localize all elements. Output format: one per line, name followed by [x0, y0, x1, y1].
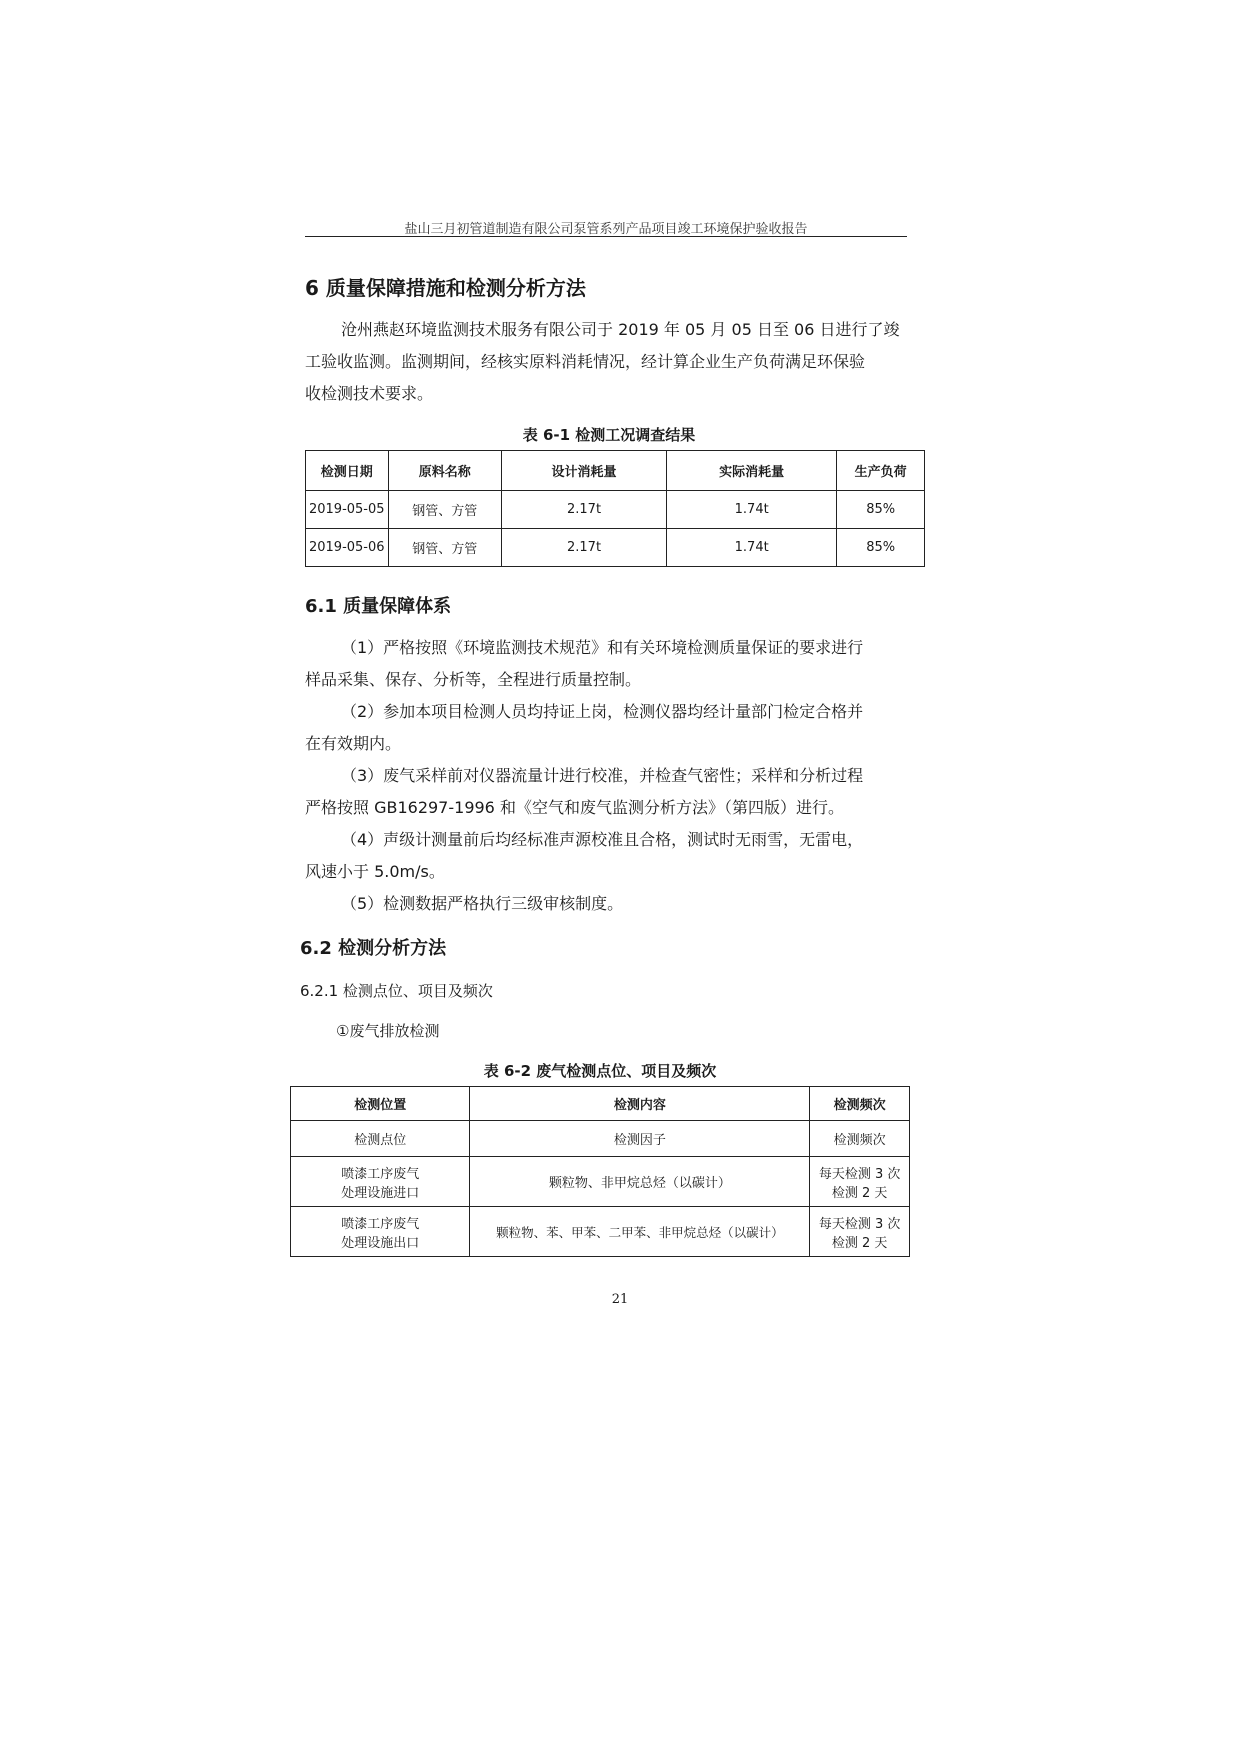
cell-line: 检测 2 天 [831, 1235, 888, 1251]
table-cell: 检测因子 [470, 1121, 810, 1157]
running-header: 盐山三月初管道制造有限公司泵管系列产品项目竣工环境保护验收报告 [404, 222, 808, 237]
intro-line: 沧州燕赵环境监测技术服务有限公司于 2019 年 05 月 05 日至 06 日进行了竣 [341, 320, 900, 339]
intro-line: 工验收监测。监测期间，经核实原料消耗情况，经计算企业生产负荷满足环保验 [305, 352, 866, 371]
cell-line: 每天检测 3 次 [818, 1166, 901, 1182]
body-line: （4）声级计测量前后均经标准声源校准且合格，测试时无雨雪，无雷电， [341, 830, 864, 849]
header-cell: 检测日期 [306, 451, 389, 491]
body-line: （5）检测数据严格执行三级审核制度。 [341, 894, 624, 913]
body-line: （1）严格按照《环境监测技术规范》和有关环境检测质量保证的要求进行 [341, 638, 864, 657]
table-cell [810, 1157, 910, 1207]
header-cell: 原料名称 [388, 451, 501, 491]
cell-line: 处理设施进口 [341, 1185, 420, 1201]
table-cell [291, 1207, 470, 1257]
section-6-1-title: 6.1 质量保障体系 [305, 596, 452, 617]
section-6-2-title: 6.2 检测分析方法 [300, 938, 447, 959]
table-row [291, 1121, 910, 1157]
header-rule [305, 236, 907, 237]
table-cell: 2019-05-06 [306, 529, 389, 567]
table-cell [291, 1157, 470, 1207]
body-line: 风速小于 5.0m/s。 [305, 862, 445, 881]
cell-line: 喷漆工序废气 [341, 1216, 420, 1232]
cell-line: 处理设施出口 [341, 1235, 420, 1251]
table-cell: 检测频次 [810, 1121, 910, 1157]
table-cell: 85% [837, 491, 925, 529]
table-cell: 钢管、方管 [388, 491, 501, 529]
table-row [306, 491, 925, 529]
table-cell: 钢管、方管 [388, 529, 501, 567]
body-line: （2）参加本项目检测人员均持证上岗，检测仪器均经计量部门检定合格并 [341, 702, 864, 721]
table-cell: 颗粒物、非甲烷总烃（以碳计） [470, 1157, 810, 1207]
cell-line: 检测 2 天 [831, 1185, 888, 1201]
header-cell: 检测频次 [810, 1087, 910, 1121]
intro-line: 收检测技术要求。 [305, 384, 434, 403]
table-6-2-caption: 表 6-2 废气检测点位、项目及频次 [483, 1062, 717, 1080]
table-6-1 [305, 450, 925, 567]
table-row [306, 529, 925, 567]
header-cell: 检测位置 [291, 1087, 470, 1121]
table-row [291, 1157, 910, 1207]
table-6-1-caption: 表 6-1 检测工况调查结果 [522, 426, 696, 444]
item-exhaust-monitoring: ①废气排放检测 [336, 1022, 440, 1040]
table-cell: 检测点位 [291, 1121, 470, 1157]
table-cell: 2.17t [502, 529, 667, 567]
table-cell: 1.74t [667, 529, 837, 567]
table-cell: 1.74t [667, 491, 837, 529]
header-cell: 检测内容 [470, 1087, 810, 1121]
page-number: 21 [611, 1292, 629, 1307]
header-cell: 实际消耗量 [667, 451, 837, 491]
cell-line: 每天检测 3 次 [818, 1216, 901, 1232]
table-cell [810, 1207, 910, 1257]
table-header-row [306, 451, 925, 491]
table-header-row [291, 1087, 910, 1121]
body-line: 严格按照 GB16297-1996 和《空气和废气监测分析方法》（第四版）进行。 [305, 798, 844, 817]
header-cell: 生产负荷 [837, 451, 925, 491]
header-cell: 设计消耗量 [502, 451, 667, 491]
table-6-2 [290, 1086, 910, 1257]
table-row [291, 1207, 910, 1257]
table-cell: 2019-05-05 [306, 491, 389, 529]
table-cell: 2.17t [502, 491, 667, 529]
cell-line: 喷漆工序废气 [341, 1166, 420, 1182]
table-cell: 颗粒物、苯、甲苯、二甲苯、非甲烷总烃（以碳计） [470, 1207, 810, 1257]
body-line: 样品采集、保存、分析等，全程进行质量控制。 [305, 670, 642, 689]
body-line: （3）废气采样前对仪器流量计进行校准，并检查气密性；采样和分析过程 [341, 766, 864, 785]
table-cell: 85% [837, 529, 925, 567]
subsection-6-2-1-title: 6.2.1 检测点位、项目及频次 [300, 982, 493, 1000]
body-line: 在有效期内。 [305, 734, 402, 753]
section-6-title: 6 质量保障措施和检测分析方法 [305, 276, 586, 300]
